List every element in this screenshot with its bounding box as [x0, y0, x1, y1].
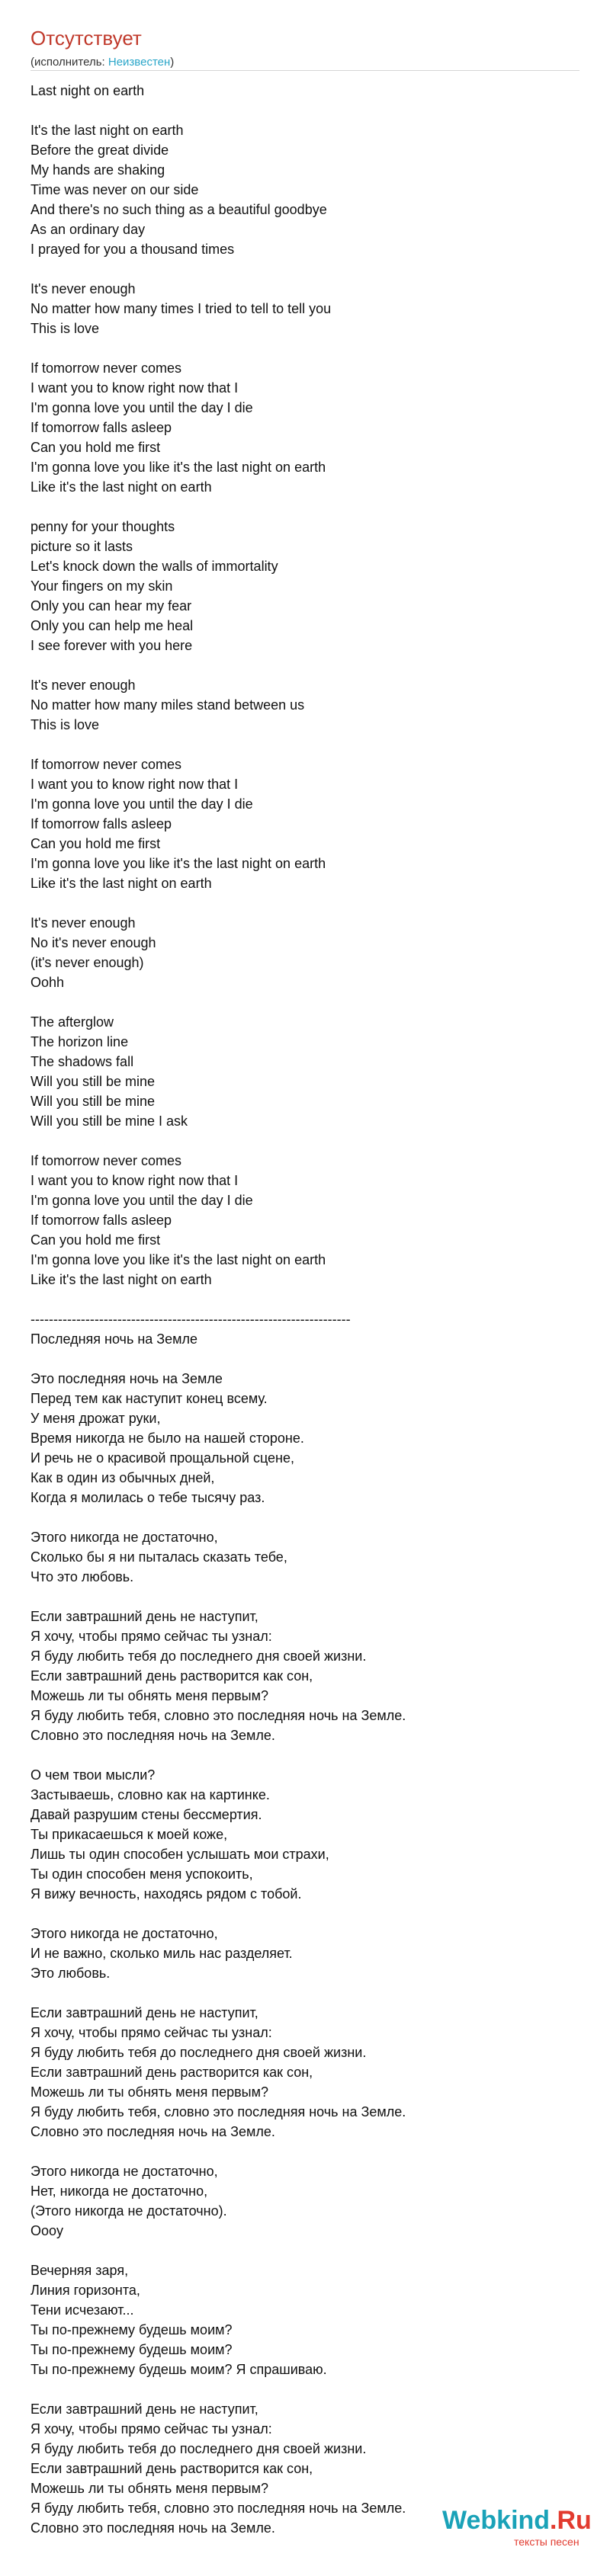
lyric-line: Линия горизонта, — [30, 2283, 140, 2298]
logo-tld: .Ru — [550, 2506, 592, 2535]
lyric-line: Застываешь, словно как на картинке. — [30, 1787, 270, 1802]
lyric-line: Я хочу, чтобы прямо сейчас ты узнал: — [30, 2025, 272, 2040]
lyric-line: Я буду любить тебя до последнего дня своей жизни. — [30, 1648, 367, 1664]
lyric-line: Before the great divide — [30, 143, 169, 158]
lyric-line: Что это любовь. — [30, 1569, 134, 1584]
lyric-line: Словно это последняя ночь на Земле. — [30, 2520, 275, 2536]
stanza-break — [30, 2142, 580, 2161]
lyric-line: It's never enough — [30, 915, 136, 931]
lyric-line: No it's never enough — [30, 935, 156, 950]
lyric-line: Ты по-прежнему будешь моим? — [30, 2322, 233, 2337]
lyric-line: Can you hold me first — [30, 836, 161, 851]
lyric-line: Давай разрушим стены бессмертия. — [30, 1807, 262, 1822]
stanza-break — [30, 735, 580, 755]
lyric-line: Can you hold me first — [30, 440, 161, 455]
lyric-line: Если завтрашний день не наступит, — [30, 2005, 258, 2020]
lyric-line: Ты прикасаешься к моей коже, — [30, 1827, 228, 1842]
lyric-line: ---------------------------------------------------------------------- — [30, 1312, 351, 1327]
stanza-break — [30, 497, 580, 517]
lyric-line: Will you still be mine — [30, 1094, 156, 1109]
lyric-line: penny for your thoughts — [30, 519, 175, 534]
stanza-break — [30, 338, 580, 358]
lyric-line: (Этого никогда не достаточно). — [30, 2203, 227, 2219]
lyric-line: Можешь ли ты обнять меня первым? — [30, 2481, 268, 2496]
lyric-line: Only you can hear my fear — [30, 598, 192, 614]
lyric-line: Перед тем как наступит конец всему. — [30, 1391, 268, 1406]
stanza-break — [30, 893, 580, 913]
header-divider — [30, 70, 580, 71]
lyric-line: This is love — [30, 321, 100, 336]
lyric-line: I see forever with you here — [30, 638, 193, 653]
lyric-line: Сколько бы я ни пыталась сказать тебе, — [30, 1549, 287, 1565]
lyric-line: Если завтрашний день растворится как сон, — [30, 1668, 313, 1684]
lyric-line: Can you hold me first — [30, 1232, 161, 1248]
lyric-line: Я хочу, чтобы прямо сейчас ты узнал: — [30, 1629, 272, 1644]
lyric-line: Время никогда не было на нашей стороне. — [30, 1431, 304, 1446]
lyric-line: Я буду любить тебя до последнего дня своей жизни. — [30, 2045, 367, 2060]
lyric-line: And there's no such thing as a beautiful goodbye — [30, 202, 327, 217]
stanza-break — [30, 259, 580, 279]
lyric-line: Это любовь. — [30, 1966, 111, 1981]
lyric-line: Словно это последняя ночь на Земле. — [30, 1728, 275, 1743]
lyric-line: It's never enough — [30, 678, 136, 693]
stanza-break — [30, 1131, 580, 1151]
lyric-line: Time was never on our side — [30, 182, 199, 197]
lyric-line: Я буду любить тебя, словно это последняя ночь на Земле. — [30, 2104, 406, 2119]
lyric-line: I prayed for you a thousand times — [30, 242, 235, 257]
lyric-line: Ты один способен меня успокоить, — [30, 1866, 253, 1882]
lyric-line: Если завтрашний день не наступит, — [30, 2401, 258, 2417]
lyric-line: Your fingers on my skin — [30, 578, 173, 594]
lyric-line: Ты по-прежнему будешь моим? Я спрашиваю. — [30, 2362, 327, 2377]
lyric-line: Словно это последняя ночь на Земле. — [30, 2124, 275, 2139]
lyric-line: О чем твои мысли? — [30, 1767, 156, 1783]
lyric-line: I'm gonna love you like it's the last night on earth — [30, 856, 326, 871]
site-logo[interactable] — [442, 2504, 602, 2555]
stanza-break — [30, 1745, 580, 1765]
stanza-break — [30, 1587, 580, 1607]
lyric-line: I'm gonna love you until the day I die — [30, 796, 253, 812]
lyric-line: Если завтрашний день растворится как сон, — [30, 2065, 313, 2080]
lyric-line: Как в один из обычных дней, — [30, 1470, 215, 1485]
lyric-line: I want you to know right now that I — [30, 1173, 239, 1188]
lyric-line: No matter how many miles stand between us — [30, 697, 305, 713]
lyric-line: If tomorrow never comes — [30, 360, 182, 376]
lyric-line: Можешь ли ты обнять меня первым? — [30, 1688, 268, 1703]
lyric-line: Like it's the last night on earth — [30, 1272, 212, 1287]
lyric-line: The horizon line — [30, 1034, 129, 1049]
lyric-line: Will you still be mine I ask — [30, 1113, 188, 1129]
lyric-line: If tomorrow never comes — [30, 1153, 182, 1168]
lyric-line: If tomorrow falls asleep — [30, 420, 172, 435]
lyric-line: Я хочу, чтобы прямо сейчас ты узнал: — [30, 2421, 272, 2437]
lyric-line: У меня дрожат руки, — [30, 1411, 161, 1426]
lyric-line: Можешь ли ты обнять меня первым? — [30, 2084, 268, 2100]
lyric-line: I want you to know right now that I — [30, 380, 239, 396]
lyric-line: My hands are shaking — [30, 162, 165, 178]
lyric-line: Вечерняя заря, — [30, 2263, 129, 2278]
lyric-line: Этого никогда не достаточно, — [30, 1926, 218, 1941]
lyric-line: Если завтрашний день растворится как сон, — [30, 2461, 313, 2476]
lyric-line: Последняя ночь на Земле — [30, 1331, 198, 1347]
meta-suffix: ) — [170, 56, 175, 69]
stanza-break — [30, 1904, 580, 1924]
lyric-line: Only you can help me heal — [30, 618, 194, 633]
lyric-line: Тени исчезают... — [30, 2302, 134, 2318]
song-title: Отсутствует — [30, 27, 142, 50]
lyric-line: I'm gonna love you until the day I die — [30, 1193, 253, 1208]
stanza-break — [30, 655, 580, 675]
lyric-line: Let's knock down the walls of immortality — [30, 559, 278, 574]
lyric-line: Нет, никогда не достаточно, — [30, 2184, 208, 2199]
stanza-break — [30, 2241, 580, 2260]
lyric-line: This is love — [30, 717, 100, 732]
logo-tagline: тексты песен — [514, 2536, 580, 2548]
logo-wordmark — [442, 2504, 592, 2536]
lyric-line: I'm gonna love you until the day I die — [30, 400, 253, 415]
lyric-line: Я вижу вечность, находясь рядом с тобой. — [30, 1886, 302, 1902]
lyric-line: The shadows fall — [30, 1054, 134, 1069]
lyric-line: Оooу — [30, 2223, 64, 2238]
stanza-break — [30, 1507, 580, 1527]
lyric-line: Лишь ты один способен услышать мои страхи, — [30, 1847, 329, 1862]
lyric-line: Oohh — [30, 975, 65, 990]
stanza-break — [30, 2379, 580, 2399]
lyric-line: It's never enough — [30, 281, 136, 296]
lyric-line: Когда я молилась о тебе тысячу раз. — [30, 1490, 265, 1505]
lyric-line: Я буду любить тебя до последнего дня своей жизни. — [30, 2441, 367, 2456]
artist-link[interactable]: Неизвестен — [108, 56, 171, 69]
lyric-line: If tomorrow falls asleep — [30, 1213, 172, 1228]
lyric-line: Last night on earth — [30, 83, 145, 98]
lyric-line: It's the last night on earth — [30, 123, 184, 138]
lyric-line: picture so it lasts — [30, 539, 133, 554]
lyric-line: The afterglow — [30, 1014, 114, 1030]
lyric-line: Если завтрашний день не наступит, — [30, 1609, 258, 1624]
lyric-line: Я буду любить тебя, словно это последняя ночь на Земле. — [30, 1708, 406, 1723]
stanza-break — [30, 992, 580, 1012]
stanza-break — [30, 1290, 580, 1309]
lyric-line: Like it's the last night on earth — [30, 876, 212, 891]
lyric-line: I want you to know right now that I — [30, 777, 239, 792]
lyric-line: И не важно, сколько миль нас разделяет. — [30, 1946, 293, 1961]
lyric-line: И речь не о красивой прощальной сцене, — [30, 1450, 295, 1466]
lyric-line: I'm gonna love you like it's the last night on earth — [30, 460, 326, 475]
lyric-line: As an ordinary day — [30, 222, 146, 237]
lyric-line: (it's never enough) — [30, 955, 144, 970]
logo-name: Webkind — [442, 2506, 551, 2535]
lyric-line: If tomorrow falls asleep — [30, 816, 172, 831]
song-meta — [30, 55, 174, 70]
stanza-break — [30, 1983, 580, 2003]
lyrics-text — [30, 81, 580, 2538]
lyric-line: If tomorrow never comes — [30, 757, 182, 772]
meta-prefix: (исполнитель: — [30, 56, 108, 69]
lyric-line: Like it's the last night on earth — [30, 479, 212, 495]
lyric-line: I'm gonna love you like it's the last night on earth — [30, 1252, 326, 1267]
lyric-line: Ты по-прежнему будешь моим? — [30, 2342, 233, 2357]
stanza-break — [30, 1349, 580, 1369]
lyric-line: Will you still be mine — [30, 1074, 156, 1089]
lyric-line: Это последняя ночь на Земле — [30, 1371, 223, 1386]
lyric-line: Этого никогда не достаточно, — [30, 2164, 218, 2179]
stanza-break — [30, 101, 580, 120]
lyric-line: No matter how many times I tried to tell to tell you — [30, 301, 332, 316]
lyric-line: Я буду любить тебя, словно это последняя ночь на Земле. — [30, 2501, 406, 2516]
lyric-line: Этого никогда не достаточно, — [30, 1530, 218, 1545]
